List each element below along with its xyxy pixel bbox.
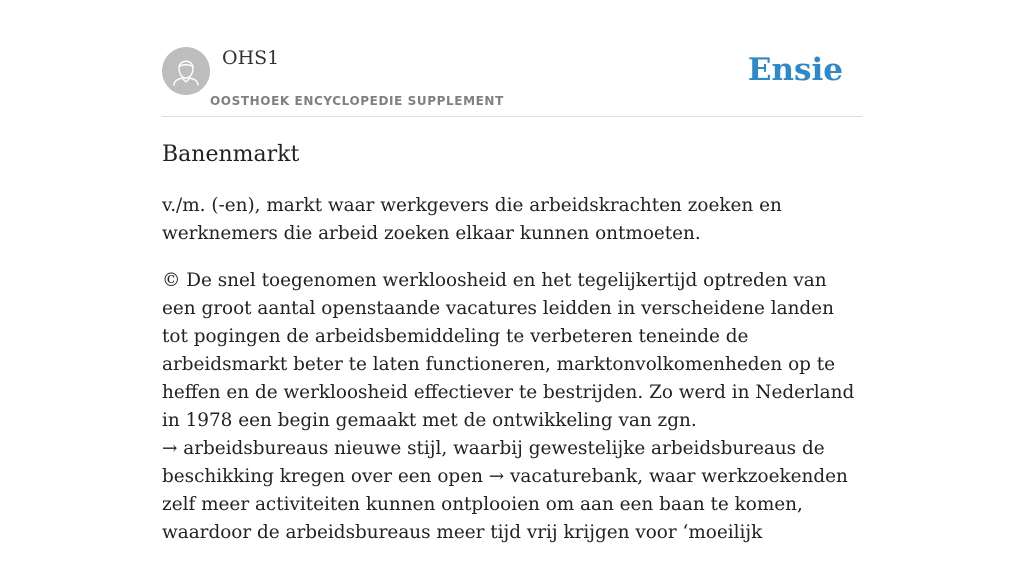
page-container [162, 0, 862, 543]
source-label[interactable]: OOSTHOEK ENCYCLOPEDIE SUPPLEMENT [210, 94, 504, 108]
user-name[interactable]: OHS1 [222, 47, 280, 69]
article-definition: v./m. (-en), markt waar werkgevers die arbeidskrachten zoeken en werknemers die arbeid zoeken elkaar kunnen ontmoeten. [162, 195, 782, 244]
page-header [162, 0, 862, 117]
body-text: © De snel toegenomen werkloosheid en het tegelijkertijd optreden van een groot aantal openstaande vacatures leidden in verscheidene landen tot pogingen de arbeidsbemiddeling te verbeteren teneinde de arbeidsmarkt beter te laten functioneren, marktonvolkomenheden op te heffen en de werkloosheid effectiever te bestrijden. Zo werd in Nederland in 1978 een begin gemaakt met de ontwikkeling van zgn. [162, 270, 855, 431]
article-title: Banenmarkt [162, 142, 300, 167]
article-body [162, 267, 862, 547]
body-text: , waarbij gewestelijke arbeidsbureaus de beschikking kregen over een open [162, 438, 825, 487]
article-content [162, 192, 862, 566]
link-arbeidsbureaus[interactable]: → arbeidsbureaus nieuwe stijl [162, 438, 442, 459]
brand-logo[interactable]: Ensie [747, 52, 843, 88]
body-text: , waar werkzoekenden zelf meer activiteiten kunnen ontplooien om aan een baan te komen, waardoor de arbeidsbureaus meer tijd vrij krijgen voor ‘moeilijk [162, 466, 848, 543]
link-vacaturebank[interactable]: → vacaturebank [488, 466, 638, 487]
user-avatar-icon[interactable] [162, 47, 210, 95]
